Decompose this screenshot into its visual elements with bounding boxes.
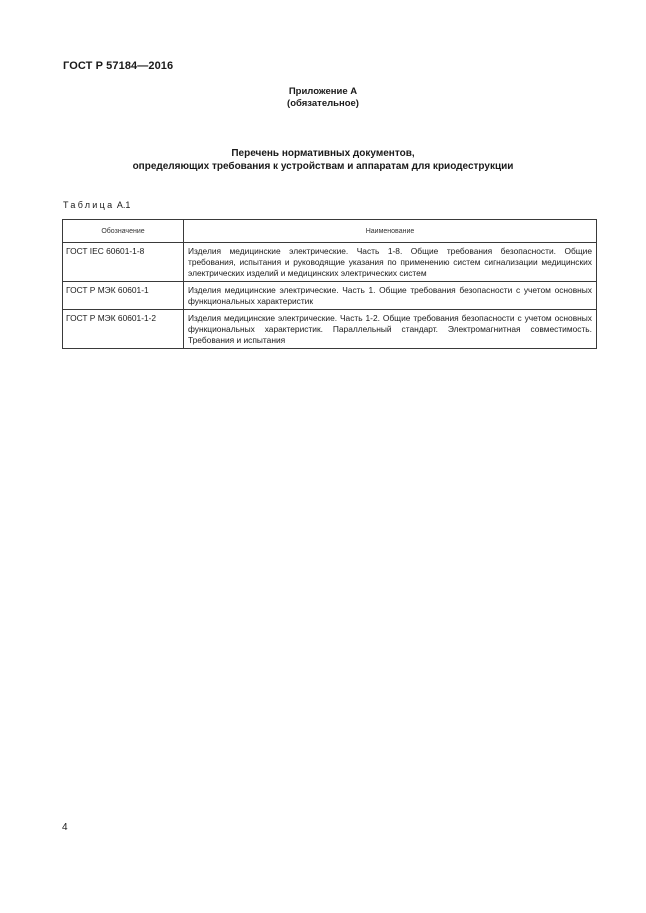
table-row [63,243,597,282]
table-row [63,310,597,349]
document-code-cell: ГОСТ Р МЭК 60601-1-2 [63,310,184,349]
document-name-cell: Изделия медицинские электрические. Часть 1. Общие требования безопасности с учетом основных функциональных характеристик [184,282,597,310]
table-caption-number: А.1 [116,200,131,210]
column-header-name: Наименование [184,220,597,243]
list-title-line-1: Перечень нормативных документов, [231,148,415,159]
table-caption [63,200,130,210]
table-header-row [63,220,597,243]
annex-status: (обязательное) [287,98,359,109]
annex-heading [0,86,646,110]
document-code: ГОСТ Р 57184—2016 [63,60,174,72]
column-header-code: Обозначение [63,220,184,243]
document-code-cell: ГОСТ IEC 60601-1-8 [63,243,184,282]
table-row [63,282,597,310]
document-code-cell: ГОСТ Р МЭК 60601-1 [63,282,184,310]
list-heading [0,148,646,173]
document-name-cell: Изделия медицинские электрические. Часть 1-2. Общие требования безопасности с учетом основных функциональных характеристик. Параллельный стандарт. Электромагнитная совместимость. Требования и испытания [184,310,597,349]
normative-documents-table [62,219,597,349]
page-number: 4 [62,822,68,833]
document-name-cell: Изделия медицинские электрические. Часть 1-8. Общие требования безопасности. Общие требования, испытания и руководящие указания по применению систем сигнализации медицинских электрических изделий и медицинских электрических систем [184,243,597,282]
annex-title: Приложение А [288,86,358,97]
list-title-line-2: определяющих требования к устройствам и аппаратам для криодеструкции [132,160,514,172]
table-caption-word: Таблица [63,200,115,210]
